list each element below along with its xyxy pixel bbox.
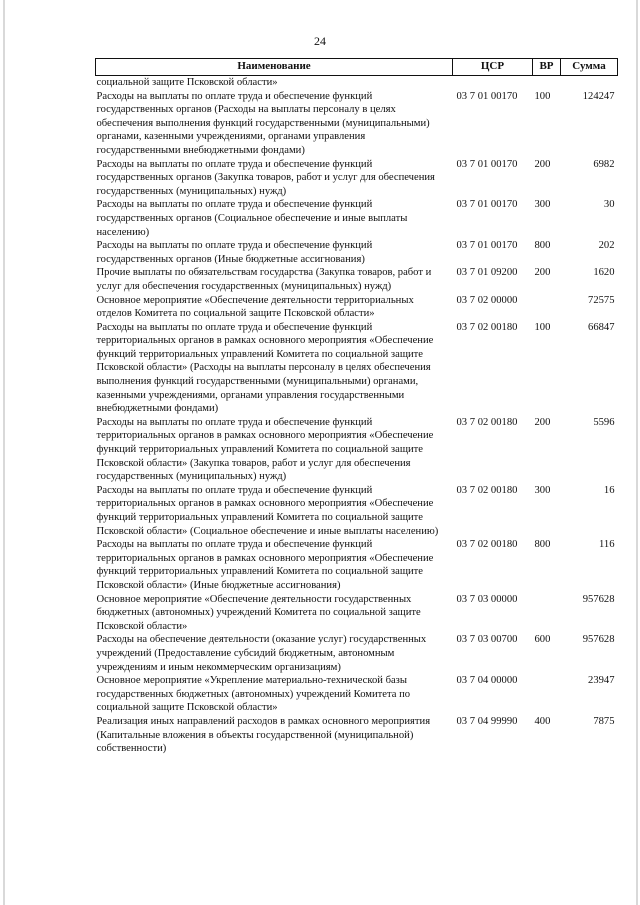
header-sum: Сумма <box>561 59 618 76</box>
cell-sum: 116 <box>599 539 615 551</box>
table-row <box>96 593 618 634</box>
table-row <box>96 239 618 266</box>
cell-name: Расходы на выплаты по оплате труда и обеспечение функций территориальных органов в рамках основного мероприятия «Обеспечение функций территориальных управлений Комитета по социальной защите Псковской области» (Расходы на выплаты персоналу в целях обеспечения выполнения функций государственными (муниципальными) органами, казенными учреждениями, органами управления государственными внебюджетными фондами) <box>96 321 434 415</box>
cell-sum: 66847 <box>588 321 615 333</box>
table-header-row <box>96 59 618 76</box>
cell-sum: 202 <box>598 240 615 252</box>
cell-csr: 03 7 02 00180 <box>456 416 518 428</box>
cell-name: Расходы на выплаты по оплате труда и обеспечение функций территориальных органов в рамках основного мероприятия «Обеспечение функций территориальных управлений Комитета по социальной защите Псковской области» (Социальное обеспечение и иные выплаты населению) <box>96 484 439 537</box>
cell-name: Расходы на обеспечение деятельности (оказание услуг) государственных учреждений (Предоставление субсидий бюджетным, автономным учреждениям и иным некоммерческим организациям) <box>96 634 427 673</box>
cell-name: Основное мероприятие «Обеспечение деятельности территориальных отделов Комитета по социальной защите Псковской области» <box>96 294 414 320</box>
cell-name: Расходы на выплаты по оплате труда и обеспечение функций государственных органов (Закупка товаров, работ и услуг для обеспечения государственных (муниципальных) нужд) <box>96 158 435 197</box>
cell-vr <box>533 76 561 90</box>
cell-csr: 03 7 01 00170 <box>456 158 518 170</box>
cell-vr: 200 <box>534 416 551 428</box>
cell-name: Расходы на выплаты по оплате труда и обеспечение функций территориальных органов в рамках основного мероприятия «Обеспечение функций территориальных управлений Комитета по социальной защите Псковской области» (Иные бюджетные ассигнования) <box>96 539 434 591</box>
cell-vr: 800 <box>534 539 551 551</box>
cell-vr: 600 <box>534 634 551 646</box>
cell-sum: 23947 <box>588 675 615 687</box>
cell-sum: 30 <box>603 199 615 211</box>
cell-name: Реализация иных направлений расходов в рамках основного мероприятия (Капитальные вложения в объекты государственной (муниципальной) собственности) <box>96 715 431 755</box>
cell-csr: 03 7 02 00180 <box>456 484 518 496</box>
table-row <box>96 294 618 321</box>
cell-vr: 400 <box>534 715 551 727</box>
header-name: Наименование <box>96 59 453 76</box>
cell-name: Расходы на выплаты по оплате труда и обеспечение функций государственных органов (Социальное обеспечение и иные выплаты населению) <box>96 199 408 238</box>
table-body <box>96 76 618 756</box>
cell-sum: 6982 <box>593 158 615 170</box>
cell-sum: 1620 <box>593 267 615 279</box>
cell-sum: 124247 <box>582 90 615 102</box>
cell-vr <box>533 674 561 715</box>
table-row <box>96 416 618 484</box>
cell-vr <box>533 294 561 321</box>
cell-csr: 03 7 01 00170 <box>456 240 518 252</box>
table-header <box>96 59 618 76</box>
page-number: 24 <box>314 34 326 48</box>
cell-name: Расходы на выплаты по оплате труда и обеспечение функций государственных органов (Иные бюджетные ассигнования) <box>96 240 373 265</box>
cell-vr: 300 <box>534 199 551 211</box>
table-row <box>96 633 618 674</box>
table-row <box>96 484 618 538</box>
cell-sum: 957628 <box>582 593 615 605</box>
cell-vr: 800 <box>534 240 551 252</box>
cell-csr: 03 7 01 00170 <box>456 90 518 102</box>
cell-csr: 03 7 04 99990 <box>456 715 518 727</box>
cell-csr: 03 7 02 00000 <box>456 294 518 306</box>
cell-vr: 100 <box>534 90 551 102</box>
budget-table <box>95 58 618 756</box>
cell-name: Расходы на выплаты по оплате труда и обеспечение функций территориальных органов в рамках основного мероприятия «Обеспечение функций территориальных управлений Комитета по социальной защите Псковской области» (Закупка товаров, работ и услуг для обеспечения государственных (муниципальных) нужд) <box>96 416 434 483</box>
table-row <box>96 76 618 90</box>
cell-vr <box>533 593 561 634</box>
cell-vr: 300 <box>534 484 551 496</box>
cell-csr: 03 7 02 00180 <box>456 539 518 551</box>
table-row <box>96 538 618 592</box>
cell-name: социальной защите Псковской области» <box>96 77 278 88</box>
table-row <box>96 715 618 756</box>
scan-edge-left <box>3 0 5 905</box>
cell-vr: 200 <box>534 267 551 279</box>
cell-vr: 200 <box>534 158 551 170</box>
cell-sum: 16 <box>603 484 615 496</box>
cell-name: Прочие выплаты по обязательствам государства (Закупка товаров, работ и услуг для обеспечения государственных (муниципальных) нужд) <box>96 267 432 292</box>
scan-edge-right <box>636 0 638 905</box>
table-row <box>96 90 618 158</box>
table-row <box>96 266 618 293</box>
cell-sum: 7875 <box>593 715 615 727</box>
cell-sum: 957628 <box>582 634 615 646</box>
cell-vr: 100 <box>534 321 551 333</box>
header-vr: ВР <box>533 59 561 76</box>
cell-csr: 03 7 01 09200 <box>456 267 518 279</box>
cell-csr: 03 7 03 00000 <box>456 593 518 605</box>
cell-csr: 03 7 03 00700 <box>456 634 518 646</box>
header-csr: ЦСР <box>453 59 533 76</box>
cell-csr <box>453 76 533 90</box>
table-row <box>96 674 618 715</box>
cell-csr: 03 7 04 00000 <box>456 675 518 687</box>
cell-sum: 5596 <box>593 416 615 428</box>
cell-name: Основное мероприятие «Обеспечение деятельности государственных бюджетных (автономных) учреждений Комитета по социальной защите Псковской области» <box>96 593 421 632</box>
cell-csr: 03 7 01 00170 <box>456 199 518 211</box>
cell-name: Расходы на выплаты по оплате труда и обеспечение функций государственных органов (Расходы на выплаты персоналу в целях обеспечения выполнения функций государственными (муниципальными) органами, казенными учреждениями, органами управления государственными внебюджетными фондами) <box>96 90 430 156</box>
cell-sum <box>561 76 618 90</box>
cell-name: Основное мероприятие «Укрепление материально-технической базы государственных бюджетных (автономных) учреждений Комитета по социальной защите Псковской области» <box>96 675 411 714</box>
table-row <box>96 198 618 239</box>
table-row <box>96 321 618 416</box>
cell-csr: 03 7 02 00180 <box>456 321 518 333</box>
cell-sum: 72575 <box>588 294 615 306</box>
table-row <box>96 158 618 199</box>
